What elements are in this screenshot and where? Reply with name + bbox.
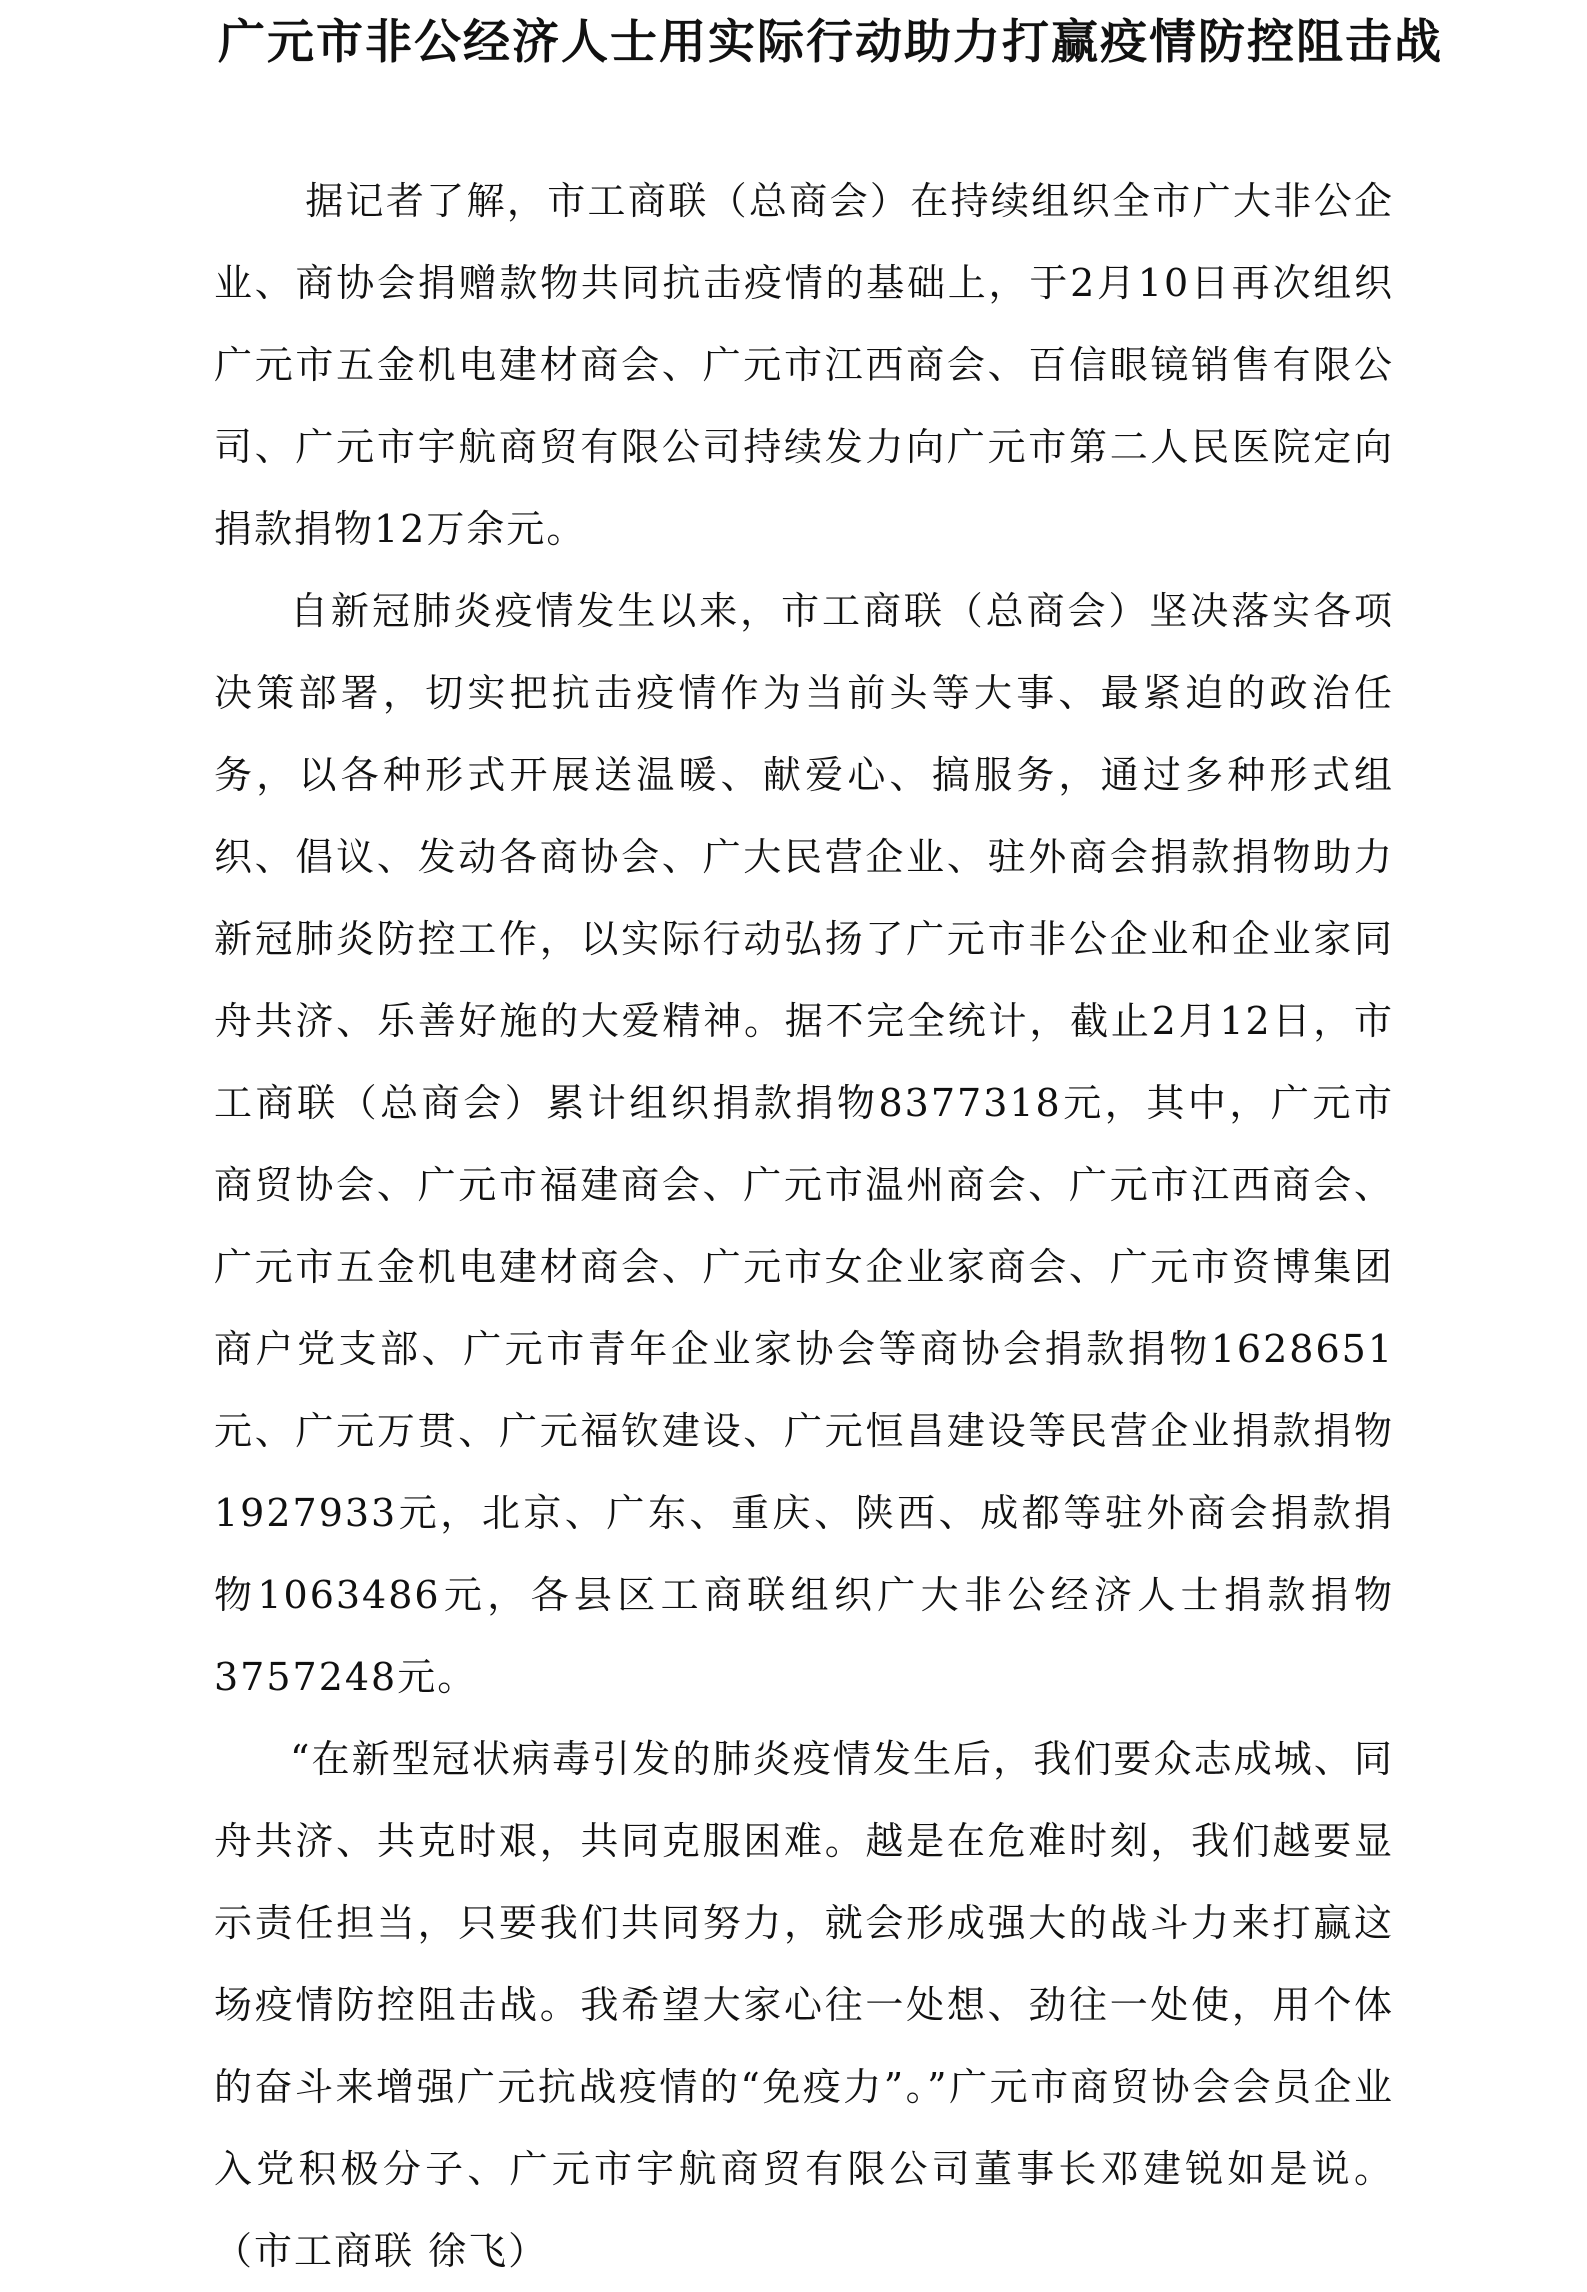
article-title: 广元市非公经济人士用实际行动助力打赢疫情防控阻击战 — [218, 15, 1443, 70]
paragraph-1: 据记者了解，市工商联（总商会）在持续组织全市广大非公企业、商协会捐赠款物共同抗击疫情的基础上，于2月10日再次组织广元市五金机电建材商会、广元市江西商会、百信眼镜销售有限公司、广元市宇航商贸有限公司持续发力向广元市第二人民医院定向捐款捐物12万余元。 — [214, 179, 1394, 551]
paragraph-3: “在新型冠状病毒引发的肺炎疫情发生后，我们要众志成城、同舟共济、共克时艰，共同克服困难。越是在危难时刻，我们越要显示责任担当，只要我们共同努力，就会形成强大的战斗力来打赢这场疫情防控阻击战。我希望大家心往一处想、劲往一处使，用个体的奋斗来增强广元抗战疫情的“免疫力”。”广元市商贸协会会员企业入党积极分子、广元市宇航商贸有限公司董事长邓建锐如是说。（市工商联 徐飞） — [214, 1737, 1394, 2273]
paragraph-2: 自新冠肺炎疫情发生以来，市工商联（总商会）坚决落实各项决策部署，切实把抗击疫情作为当前头等大事、最紧迫的政治任务，以各种形式开展送温暖、献爱心、搞服务，通过多种形式组织、倡议、发动各商协会、广大民营企业、驻外商会捐款捐物助力新冠肺炎防控工作，以实际行动弘扬了广元市非公企业和企业家同舟共济、乐善好施的大爱精神。据不完全统计，截止2月12日，市工商联（总商会）累计组织捐款捐物8377318元，其中，广元市商贸协会、广元市福建商会、广元市温州商会、广元市江西商会、广元市五金机电建材商会、广元市女企业家商会、广元市资博集团商户党支部、广元市青年企业家协会等商协会捐款捐物1628651元、广元万贯、广元福钦建设、广元恒昌建设等民营企业捐款捐物1927933元，北京、广东、重庆、陕西、成都等驻外商会捐款捐物1063486元，各县区工商联组织广大非公经济人士捐款捐物3757248元。 — [214, 589, 1394, 1699]
article-body — [214, 160, 1394, 2292]
